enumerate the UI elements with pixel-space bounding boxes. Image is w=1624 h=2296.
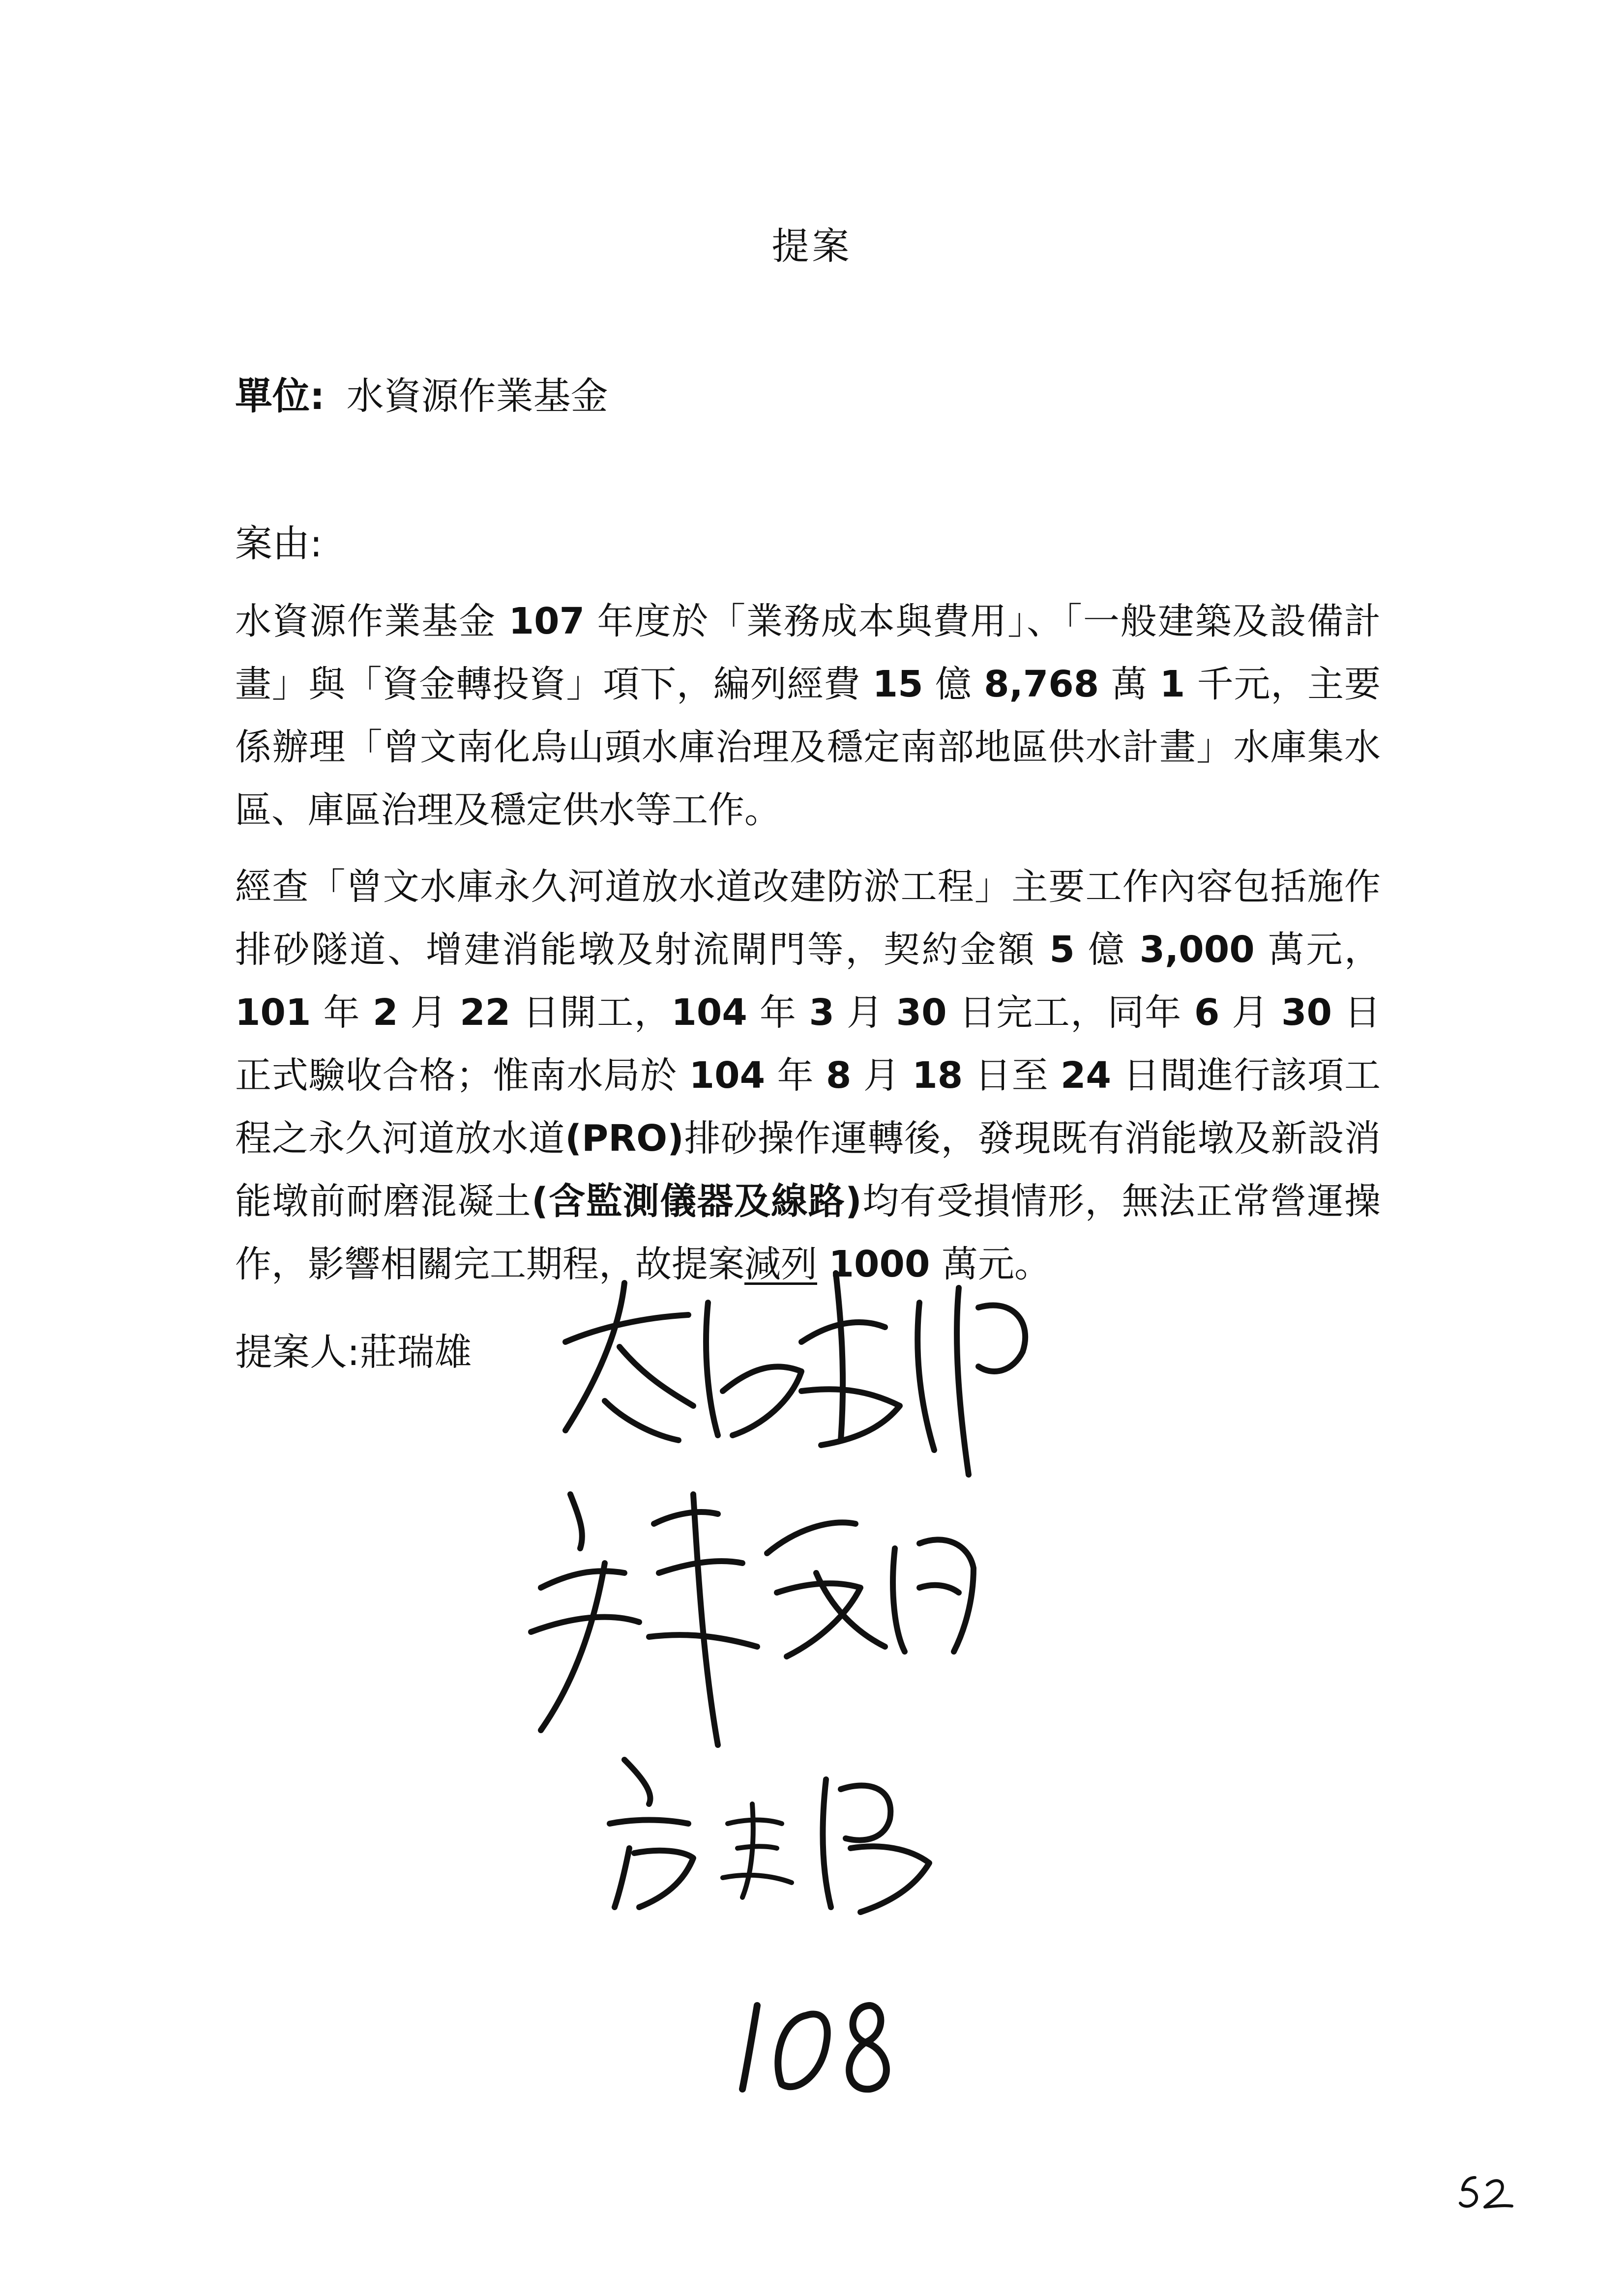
- bold-run: (含監測儀器及線路): [531, 1180, 862, 1222]
- number-run: 8: [826, 1054, 852, 1097]
- text-run: 經查「曾文水庫永久河道放水道改建防淤工程」主要工作內容包括施作排砂隧道、增建消能墩及射流閘門等，契約金額: [235, 866, 1381, 971]
- page-number: [1455, 2173, 1514, 2212]
- text-run: 億: [1074, 929, 1140, 971]
- number-run: 15: [872, 663, 923, 705]
- number-run: 3,000: [1139, 929, 1255, 971]
- text-run: 日完工，同年: [946, 991, 1194, 1034]
- text-run: 萬元，: [1254, 929, 1381, 971]
- unit-line: [235, 366, 608, 420]
- text-run: 月: [851, 1054, 913, 1097]
- number-run: 101: [235, 991, 311, 1034]
- number-run: 104: [689, 1054, 766, 1097]
- text-run: 日至: [963, 1054, 1061, 1097]
- text-run: 萬元。: [930, 1243, 1051, 1285]
- number-run: 18: [912, 1054, 963, 1097]
- handwritten-underline-text: 減列: [744, 1243, 817, 1285]
- number-run: 1: [1159, 663, 1185, 705]
- bold-run: (PRO): [565, 1117, 684, 1160]
- number-run: 30: [1281, 991, 1332, 1034]
- text-run: 年度於「業務成本與費用」、「一般建築及設備計畫」與「資金轉投資」項下，編列經費: [235, 600, 1381, 705]
- number-run: 6: [1194, 991, 1220, 1034]
- number-run: 22: [460, 991, 511, 1034]
- proposer-line: 提案人:莊瑞雄: [235, 1330, 472, 1374]
- text-run: 月: [398, 991, 460, 1034]
- number-run: 1000: [828, 1243, 930, 1285]
- text-run: 億: [923, 663, 984, 705]
- text-run: 月: [834, 991, 896, 1034]
- number-run: 2: [373, 991, 398, 1034]
- text-run: 水資源作業基金: [235, 600, 509, 642]
- text-run: 年: [765, 1054, 826, 1097]
- signature-1: [546, 1244, 1047, 1480]
- reason-label: 案由:: [235, 522, 323, 565]
- text-run: 年: [311, 991, 373, 1034]
- number-run: 24: [1061, 1054, 1111, 1097]
- text-run: 均有受損情形，無法正常營運操作，影響相關完工期程，故提案: [235, 1180, 1381, 1285]
- paragraph-investigation: [235, 855, 1381, 1296]
- text-run: 萬: [1099, 663, 1160, 705]
- text-run: 年: [747, 991, 809, 1034]
- text-run: 月: [1219, 991, 1281, 1034]
- text-run: 千元，主要係辦理「曾文南化烏山頭水庫治理及穩定南部地區供水計畫」水庫集水區、庫區治理及穩定供水等工作。: [235, 663, 1381, 831]
- text-run: 日正式驗收合格；惟南水局於: [235, 991, 1381, 1097]
- document-title: 提案: [771, 224, 853, 268]
- paragraph-budget: [235, 590, 1381, 842]
- signature-2: [511, 1475, 1013, 1750]
- number-run: 3: [809, 991, 834, 1034]
- text-run: 日開工，: [510, 991, 672, 1034]
- handwritten-number: [728, 1996, 905, 2094]
- number-run: 30: [896, 991, 947, 1034]
- text-run: 日間進行該項工程之永久河道放水道: [235, 1054, 1381, 1160]
- text-run: 排砂操作運轉後，發現既有消能墩及新設消能墩前耐磨混凝土: [235, 1117, 1381, 1222]
- unit-label: 單位:: [235, 374, 325, 418]
- signature-3: [595, 1750, 949, 1927]
- number-run: 107: [508, 600, 585, 642]
- unit-value: 水資源作業基金: [346, 374, 608, 418]
- number-run: 5: [1049, 929, 1075, 971]
- number-run: 104: [671, 991, 747, 1034]
- number-run: 8,768: [984, 663, 1099, 705]
